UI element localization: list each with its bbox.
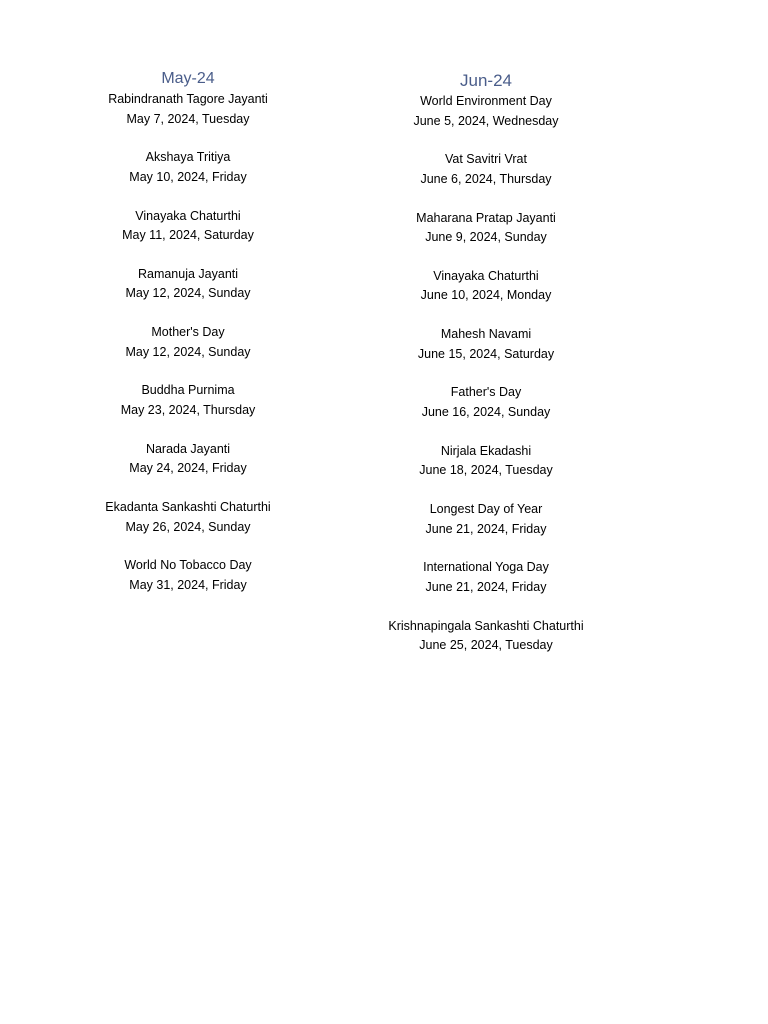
event-name: World No Tobacco Day <box>124 558 252 573</box>
month-column-jun <box>366 70 606 675</box>
event-item <box>366 150 606 208</box>
event-name: Ramanuja Jayanti <box>137 266 239 281</box>
event-name: Vat Savitri Vrat <box>445 152 527 167</box>
event-date: May 24, 2024, Friday <box>129 461 247 476</box>
event-date: May 23, 2024, Thursday <box>120 402 256 417</box>
event-date: June 10, 2024, Monday <box>420 288 552 303</box>
event-item <box>68 148 308 206</box>
event-name: Mahesh Navami <box>440 327 532 342</box>
event-name: Krishnapingala Sankashti Chaturthi <box>388 618 584 633</box>
event-item <box>68 556 308 614</box>
event-name: Vinayaka Chaturthi <box>135 208 241 223</box>
event-name: Rabindranath Tagore Jayanti <box>108 92 268 106</box>
event-item <box>366 383 606 441</box>
event-date: May 26, 2024, Sunday <box>125 519 251 534</box>
event-date: June 18, 2024, Tuesday <box>419 463 553 478</box>
event-date: June 6, 2024, Thursday <box>420 171 552 186</box>
event-name: International Yoga Day <box>423 560 549 575</box>
event-name: Ekadanta Sankashti Chaturthi <box>105 500 271 515</box>
event-list <box>366 92 606 675</box>
event-name: Maharana Pratap Jayanti <box>416 210 556 225</box>
event-date: May 7, 2024, Tuesday <box>126 111 250 126</box>
event-item <box>366 558 606 616</box>
event-date: May 12, 2024, Sunday <box>125 344 251 359</box>
event-item <box>68 90 308 148</box>
event-name: Narada Jayanti <box>145 441 231 456</box>
event-name: Vinayaka Chaturthi <box>433 268 539 283</box>
event-item <box>366 92 606 150</box>
event-date: June 9, 2024, Sunday <box>425 230 547 245</box>
month-column-may <box>68 68 308 615</box>
event-item <box>68 323 308 381</box>
event-item <box>366 500 606 558</box>
event-item <box>68 381 308 439</box>
event-name: World Environment Day <box>420 94 552 108</box>
event-item <box>68 265 308 323</box>
event-date: May 11, 2024, Saturday <box>122 228 254 243</box>
event-item <box>68 498 308 556</box>
event-name: Father's Day <box>450 385 522 400</box>
event-date: May 12, 2024, Sunday <box>125 286 251 301</box>
event-item <box>366 325 606 383</box>
event-name: Akshaya Tritiya <box>145 150 231 165</box>
event-date: June 21, 2024, Friday <box>425 521 547 536</box>
event-date: May 10, 2024, Friday <box>129 169 247 184</box>
event-name: Mother's Day <box>151 325 225 340</box>
month-heading: Jun-24 <box>460 71 512 90</box>
event-item <box>366 267 606 325</box>
event-item <box>366 617 606 675</box>
event-item <box>366 442 606 500</box>
event-name: Nirjala Ekadashi <box>440 443 532 458</box>
event-date: June 25, 2024, Tuesday <box>419 638 553 653</box>
event-item <box>68 207 308 265</box>
event-date: May 31, 2024, Friday <box>129 577 247 592</box>
event-list <box>68 90 308 615</box>
event-date: June 16, 2024, Sunday <box>421 404 551 419</box>
event-item <box>366 209 606 267</box>
event-item <box>68 440 308 498</box>
event-name: Buddha Purnima <box>141 383 235 398</box>
event-name: Longest Day of Year <box>429 502 543 517</box>
event-date: June 21, 2024, Friday <box>425 579 547 594</box>
event-date: June 15, 2024, Saturday <box>417 346 555 361</box>
month-heading: May-24 <box>161 70 215 87</box>
event-date: June 5, 2024, Wednesday <box>413 113 559 128</box>
